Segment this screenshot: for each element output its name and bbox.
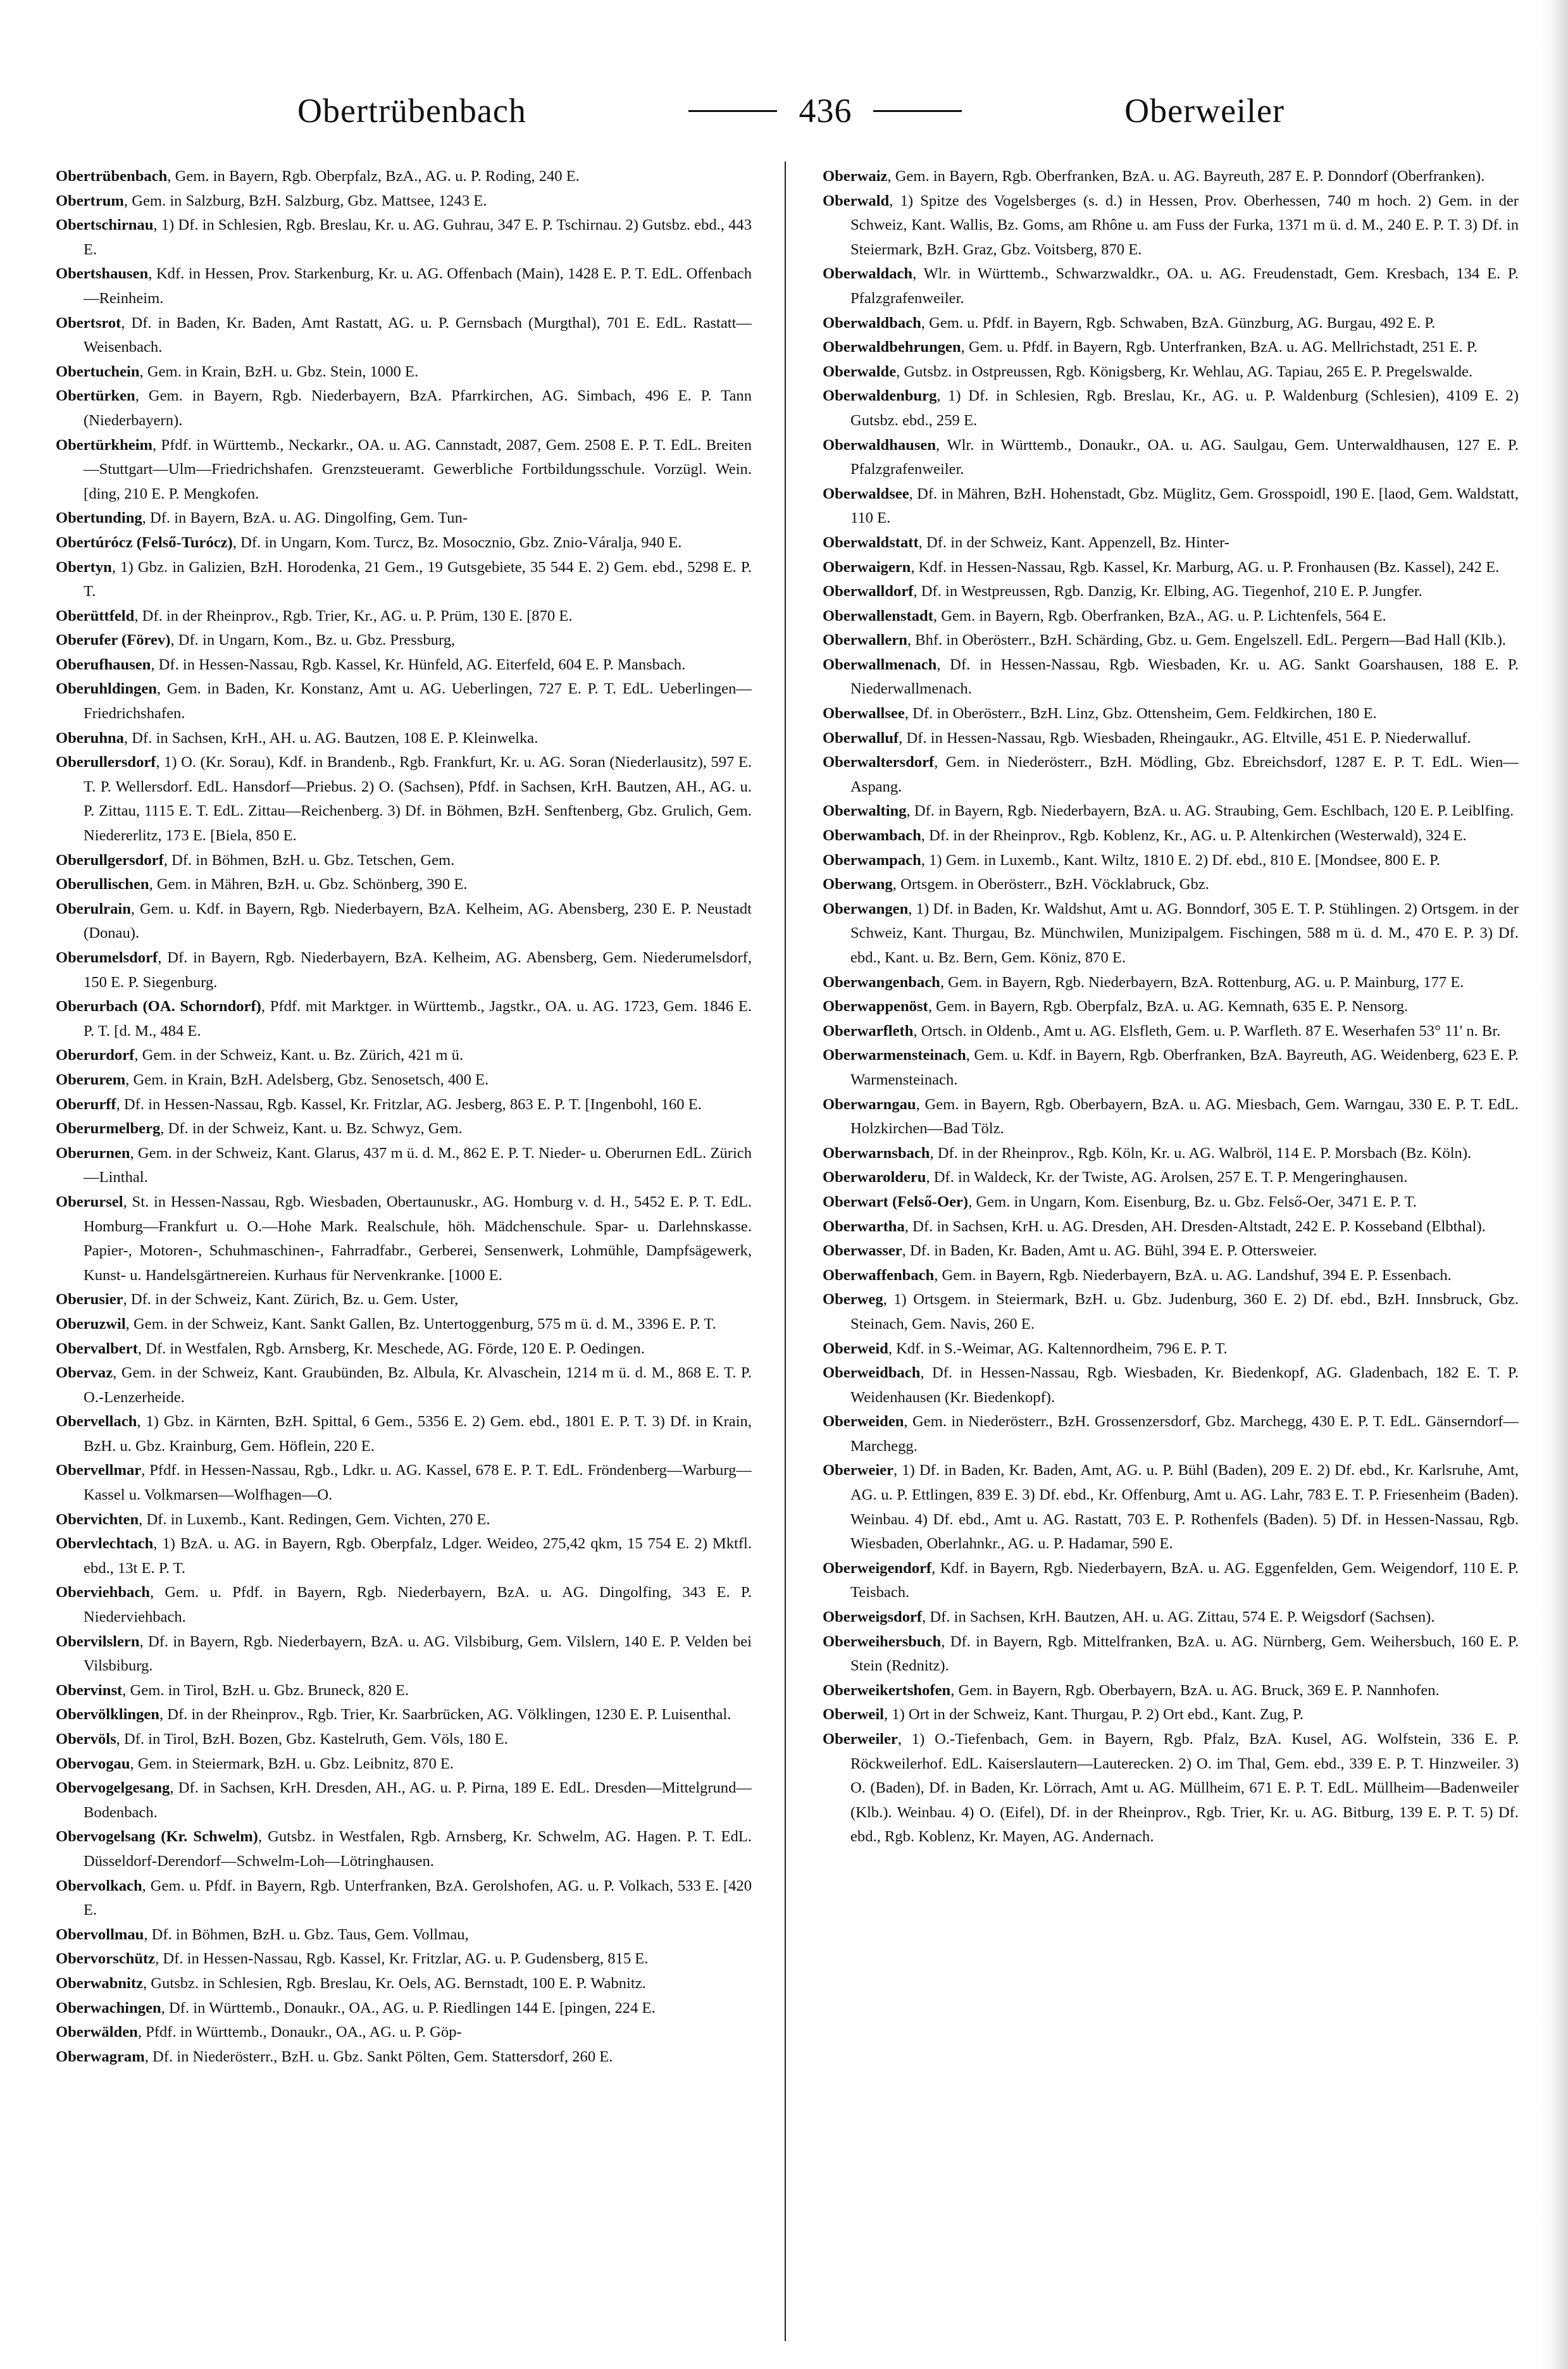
entry-headword: Oberullgersdorf [56, 851, 164, 869]
entry-headword: Oberumelsdorf [56, 949, 158, 966]
gazetteer-entry [56, 189, 752, 214]
entry-headword: Oberurff [56, 1095, 116, 1113]
gazetteer-entry [56, 506, 752, 531]
entry-headword: Obertsrot [56, 314, 121, 332]
entry-text: , Gem. in Steiermark, BzH. u. Gbz. Leibnitz, 870 E. [130, 1755, 454, 1772]
gazetteer-entry [56, 897, 752, 946]
entry-text: , 1) Df. in Baden, Kr. Waldshut, Amt u. AG. Bonndorf, 305 E. T. P. Stühlingen. 2) Ortsgem. in der Schweiz, Kant. Thurgau, Bz. Münchwilen, Munizipalgem. Fischingen, 588 m ü. d. M., 470 E. P. 3) Df. ebd., Kant. u. Bz. Bern, Gem. Köniz, 870 E. [850, 900, 1519, 966]
gazetteer-entry [56, 628, 752, 653]
entry-headword: Oberurem [56, 1071, 126, 1088]
gazetteer-entry [823, 897, 1519, 971]
gazetteer-entry [56, 1630, 752, 1679]
entry-text: , Df. in Bayern, Rgb. Niederbayern, BzA. u. AG. Straubing, Gem. Eschlbach, 120 E. P. Leiblfing. [906, 802, 1514, 820]
entry-headword: Oberweg [823, 1291, 883, 1309]
gazetteer-entry [56, 1752, 752, 1777]
gazetteer-entry [823, 653, 1519, 702]
entry-text: , Gem. u. Kdf. in Bayern, Rgb. Niederbayern, BzA. Kelheim, AG. Abensberg, 230 E. P. Neustadt (Donau). [84, 900, 752, 942]
entry-text: , Gem. u. Pfdf. in Bayern, Rgb. Niederbayern, BzA. u. AG. Dingolfing, 343 E. P. Niederviehbach. [84, 1584, 752, 1626]
entry-text: , Gem. in Niederösterr., BzH. Grossenzersdorf, Gbz. Marchegg, 430 E. P. T. EdL. Gänserndorf—Marchegg. [850, 1413, 1519, 1455]
entry-headword: Oberwälden [56, 2024, 138, 2041]
entry-headword: Obervilslern [56, 1632, 140, 1650]
entry-text: , Df. in Ungarn, Kom., Bz. u. Gbz. Pressburg, [170, 631, 456, 649]
gazetteer-entry [56, 604, 752, 629]
page-number: 436 [799, 92, 852, 130]
entry-headword: Oberurdorf [56, 1047, 135, 1064]
entry-text: , Bhf. in Oberösterr., BzH. Schärding, Gbz. u. Gem. Engelszell. EdL. Pergern—Bad Hall (Klb.). [907, 631, 1507, 649]
gazetteer-entry [823, 1703, 1519, 1727]
entry-headword: Oberursel [56, 1193, 123, 1210]
entry-headword: Oberwarmensteinach [823, 1047, 966, 1064]
gazetteer-entry [56, 1825, 752, 1874]
gazetteer-entry [823, 1141, 1519, 1166]
column-divider [785, 161, 786, 2341]
entry-text: , Gem. in Ungarn, Kom. Eisenburg, Bz. u. Gbz. Felső-Oer, 3471 E. P. T. [968, 1193, 1417, 1210]
gazetteer-entry [56, 360, 752, 385]
entry-text: , Kdf. in Hessen-Nassau, Rgb. Kassel, Kr. Marburg, AG. u. P. Fronhausen (Bz. Kassel), 242 E. [911, 558, 1500, 576]
left-column [56, 165, 752, 2335]
entry-text: , Df. in der Schweiz, Kant. Zürich, Bz. u. Gem. Uster, [123, 1291, 459, 1309]
gazetteer-entry [823, 1215, 1519, 1240]
gazetteer-entry [823, 360, 1519, 385]
page-edge-shadow [1540, 0, 1568, 2369]
entry-text: , Pfdf. in Württemb., Donaukr., OA., AG. u. P. Göp- [137, 2024, 462, 2041]
entry-headword: Obertschirnau [56, 216, 154, 234]
entry-headword: Oberweigsdorf [823, 1608, 923, 1626]
entry-headword: Obertuchein [56, 363, 140, 380]
entry-headword: Oberweiden [823, 1413, 904, 1431]
entry-headword: Oberwallenstadt [823, 607, 933, 625]
entry-headword: Obertshausen [56, 265, 149, 283]
entry-text: , Gem. in der Schweiz, Kant. u. Bz. Zürich, 421 m ü. [134, 1047, 464, 1064]
entry-text: , 1) O.-Tiefenbach, Gem. in Bayern, Rgb. Pfalz, BzA. Kusel, AG. Wolfstein, 336 E. P. Röckweilerhof. EdL. Kaiserslautern—Lauterecken. 2) O. im Thal, Gem. ebd., 339 E. P. T. Hinzweiler. 3) O. (Baden), Df. in Baden, Kr. Lörrach, Amt u. AG. Müllheim, 671 E. P. T. EdL. Müllheim—Badenweiler (Klb.). Weinbau. 4) O. (Eifel), Df. in der Rheinprov., Rgb. Trier, Kr. u. AG. Bitburg, 139 E. P. T. 5) Df. ebd., Rgb. Koblenz, Kr. Mayen, AG. Andernach. [850, 1731, 1519, 1846]
entry-headword: Oberwarnsbach [823, 1144, 930, 1162]
gazetteer-entry [56, 1679, 752, 1703]
entry-text: , Gem. u. Pfdf. in Bayern, Rgb. Unterfranken, BzA. Gerolshofen, AG. u. P. Volkach, 533 E. [420 E. [84, 1877, 752, 1919]
header-rule-left [688, 110, 777, 112]
entry-headword: Oberufer (Förev) [56, 631, 171, 649]
entry-headword: Obervorschütz [56, 1950, 156, 1968]
entry-headword: Oberuhna [56, 729, 124, 747]
gazetteer-entry [823, 384, 1519, 433]
entry-text: , Df. in der Rheinprov., Rgb. Köln, Kr. u. AG. Walbröl, 114 E. P. Morsbach (Bz. Köln). [930, 1144, 1472, 1162]
running-head-left: Obertrübenbach [297, 92, 526, 130]
gazetteer-entry [56, 653, 752, 678]
gazetteer-entry [823, 1288, 1519, 1336]
entry-text: , Df. in der Rheinprov., Rgb. Trier, Kr. Saarbrücken, AG. Völklingen, 1230 E. P. Luisenthal. [159, 1706, 731, 1724]
entry-headword: Obervellach [56, 1413, 137, 1431]
entry-headword: Oberweigendorf [823, 1559, 932, 1577]
gazetteer-entry [823, 1361, 1519, 1410]
gazetteer-entry [823, 1410, 1519, 1458]
gazetteer-entry [56, 433, 752, 507]
entry-headword: Oberullersdorf [56, 754, 156, 771]
entry-headword: Oberwangenbach [823, 973, 940, 991]
entry-text: , Gem. in Niederösterr., BzH. Mödling, Gbz. Ebreichsdorf, 1287 E. P. T. EdL. Wien—Aspang. [850, 754, 1519, 795]
gazetteer-entry [823, 335, 1519, 360]
entry-text: , Gutsbz. in Schlesien, Rgb. Breslau, Kr. Oels, AG. Bernstadt, 100 E. P. Wabnitz. [143, 1974, 646, 1992]
gazetteer-entry [823, 189, 1519, 263]
entry-headword: Oberwaltersdorf [823, 754, 935, 771]
entry-headword: Oberwagram [56, 2048, 145, 2065]
entry-text: , Df. in Waldeck, Kr. der Twiste, AG. Arolsen, 257 E. T. P. Mengeringhausen. [926, 1169, 1408, 1186]
entry-headword: Oberüttfeld [56, 607, 135, 625]
entry-text: , 1) Gbz. in Galizien, BzH. Horodenka, 21 Gem., 19 Gutsgebiete, 35 544 E. 2) Gem. ebd., 5298 E. P. T. [84, 558, 752, 600]
entry-headword: Oberwaldenburg [823, 387, 937, 405]
entry-text: , Gem. in der Schweiz, Kant. Sankt Gallen, Bz. Untertoggenburg, 575 m ü. d. M., 3396 E. P. T. [125, 1315, 716, 1333]
entry-text: , Gem. in Bayern, Rgb. Niederbayern, BzA. u. AG. Landshuf, 394 E. P. Essenbach. [934, 1266, 1452, 1284]
gazetteer-entry [823, 604, 1519, 629]
gazetteer-entry [56, 1581, 752, 1629]
gazetteer-entry [56, 1288, 752, 1312]
entry-text: , 1) Spitze des Vogelsberges (s. d.) in Hessen, Prov. Oberhessen, 740 m hoch. 2) Gem. in der Schweiz, Kant. Wallis, Bz. Goms, am Rhône u. am Fuss der Furka, 1371 m ü. d. M., 240 E. P. T. 3) Df. in Steiermark, BzH. Graz, Gbz. Voitsberg, 870 E. [850, 192, 1519, 258]
entry-headword: Oberuhldingen [56, 680, 157, 698]
gazetteer-entry [56, 531, 752, 556]
gazetteer-entry [56, 873, 752, 897]
entry-headword: Oberwallmenach [823, 656, 937, 673]
entry-text: , Df. in Württemb., Donaukr., OA., AG. u. P. Riedlingen 144 E. [pingen, 224 E. [161, 1999, 656, 2017]
entry-text: , Df. in Baden, Kr. Baden, Amt u. AG. Bühl, 394 E. P. Ottersweier. [902, 1242, 1317, 1260]
gazetteer-entry [56, 750, 752, 848]
gazetteer-entry [823, 1337, 1519, 1362]
gazetteer-entry [56, 1068, 752, 1093]
entry-headword: Oberwalde [823, 363, 897, 380]
entry-headword: Oberusier [56, 1291, 123, 1309]
gazetteer-entry [56, 213, 752, 262]
entry-headword: Obervalbert [56, 1340, 138, 1357]
entry-text: , Ortsgem. in Oberösterr., BzH. Vöcklabruck, Gbz. [892, 876, 1209, 893]
entry-text: , Df. in Baden, Kr. Baden, Amt Rastatt, AG. u. P. Gernsbach (Murgthal), 701 E. EdL. Rastatt—Weisenbach. [84, 314, 752, 356]
gazetteer-entry [56, 1727, 752, 1752]
gazetteer-entry [823, 1605, 1519, 1630]
gazetteer-entry [56, 1093, 752, 1117]
entry-headword: Oberweihersbuch [823, 1632, 942, 1650]
entry-headword: Oberwaldach [823, 265, 913, 283]
gazetteer-entry [56, 995, 752, 1043]
gazetteer-entry [56, 849, 752, 873]
entry-text: , Gem. in Bayern, Rgb. Oberfranken, BzA. u. AG. Bayreuth, 287 E. P. Donndorf (Oberfranken). [887, 168, 1485, 185]
entry-headword: Oberwaldsee [823, 485, 909, 502]
entry-text: , Gem. in Krain, BzH. u. Gbz. Stein, 1000 E. [139, 363, 419, 380]
entry-text: , Gutsbz. in Westfalen, Rgb. Arnsberg, Kr. Schwelm, AG. Hagen. P. T. EdL. Düsseldorf-Derendorf—Schwelm-Loh—Lötringhausen. [84, 1828, 752, 1870]
entry-text: , Gem. in Bayern, Rgb. Niederbayern, BzA. Pfarrkirchen, AG. Simbach, 496 E. P. Tann (Niederbayern). [84, 387, 752, 429]
entry-text: , Gem. in Tirol, BzH. u. Gbz. Bruneck, 820 E. [122, 1681, 409, 1699]
gazetteer-entry [56, 165, 752, 189]
entry-headword: Obertyn [56, 558, 112, 576]
entry-text: , Df. in Sachsen, KrH. Dresden, AH., AG. u. P. Pirna, 189 E. EdL. Dresden—Mittelgrund—Bodenbach. [84, 1779, 752, 1821]
entry-text: , Df. in Hessen-Nassau, Rgb. Kassel, Kr. Fritzlar, AG. u. P. Gudensberg, 815 E. [155, 1950, 649, 1968]
entry-headword: Oberwaldhausen [823, 436, 936, 454]
gazetteer-entry [823, 262, 1519, 311]
gazetteer-entry [823, 702, 1519, 726]
entry-headword: Oberwappenöst [823, 998, 928, 1016]
entry-text: , Gem. in Bayern, Rgb. Oberpfalz, BzA. u. AG. Kemnath, 635 E. P. Nensorg. [928, 998, 1409, 1016]
gazetteer-entry [56, 311, 752, 360]
entry-text: , Wlr. in Württemb., Schwarzwaldkr., OA. u. AG. Freudenstadt, Gem. Kresbach, 134 E. P. Pfalzgrafenweiler. [850, 265, 1519, 307]
entry-text: , Pfdf. in Württemb., Neckarkr., OA. u. AG. Cannstadt, 2087, Gem. 2508 E. P. T. EdL. Breiten—Stuttgart—Ulm—Friedrichshafen. Grenzsteueramt. Gewerbliche Fortbildungsschule. Vorzügl. Wein. [ding, 210 E. P. Mengkofen. [84, 436, 752, 502]
gazetteer-entry [823, 165, 1519, 189]
entry-text: , Df. in Bayern, Rgb. Niederbayern, BzA. Kelheim, AG. Abensberg, Gem. Niederumelsdorf, 150 E. P. Siegenburg. [84, 949, 752, 991]
entry-text: , Gem. in Bayern, Rgb. Oberbayern, BzA. u. AG. Miesbach, Gem. Warngau, 330 E. P. T. EdL. Holzkirchen—Bad Tölz. [850, 1095, 1519, 1138]
entry-text: , Df. in Tirol, BzH. Bozen, Gbz. Kastelruth, Gem. Völs, 180 E. [116, 1731, 508, 1748]
entry-headword: Oberurnen [56, 1144, 130, 1162]
gazetteer-entry [56, 1923, 752, 1948]
entry-text: , 1) Df. in Baden, Kr. Baden, Amt, AG. u. P. Bühl (Baden), 209 E. 2) Df. ebd., Kr. Karlsruhe, Amt, AG. u. P. Ettlingen, 839 E. 3) Df. ebd., Kr. Offenburg, Amt u. AG. Lahr, 783 E. T. P. Friesenheim (Baden). Weinbau. 4) Df. ebd., Amt u. AG. Rastatt, 703 E. P. Rothenfels (Baden). 5) Df. in Hessen-Nassau, Rgb. Wiesbaden, Oberlahnkr., AG. u. P. Hadamar, 590 E. [850, 1462, 1519, 1553]
entry-text: , 1) BzA. u. AG. in Bayern, Rgb. Oberpfalz, Ldger. Weideo, 275,42 qkm, 15 754 E. 2) Mktfl. ebd., 13t E. P. T. [84, 1535, 752, 1577]
gazetteer-entry [56, 2020, 752, 2045]
gazetteer-entry [56, 1190, 752, 1288]
header-rule-right [873, 110, 962, 112]
entry-text: , Ortsch. in Oldenb., Amt u. AG. Elsfleth, Gem. u. P. Warfleth. 87 E. Weserhafen 53° 11' n. Br. [913, 1022, 1501, 1040]
gazetteer-entry [56, 1410, 752, 1458]
gazetteer-entry [823, 311, 1519, 336]
entry-text: , Df. in Luxemb., Kant. Redingen, Gem. Vichten, 270 E. [139, 1510, 490, 1528]
entry-text: , Kdf. in Hessen, Prov. Starkenburg, Kr. u. AG. Offenbach (Main), 1428 E. P. T. EdL. Offenbach—Reinheim. [84, 265, 752, 307]
gazetteer-entry [823, 433, 1519, 482]
entry-headword: Obervollmau [56, 1925, 144, 1943]
entry-headword: Oberurmelberg [56, 1120, 161, 1138]
entry-text: , Df. in Hessen-Nassau, Rgb. Kassel, Kr. Fritzlar, AG. Jesberg, 863 E. P. T. [Ingenbohl, 160 E. [116, 1095, 702, 1113]
entry-headword: Oberviehbach [56, 1584, 150, 1601]
entry-text: , 1) Gem. in Luxemb., Kant. Wiltz, 1810 E. 2) Df. ebd., 810 E. [Mondsee, 800 E. P. [921, 851, 1441, 869]
entry-headword: Oberwalldorf [823, 583, 914, 600]
gazetteer-entry [56, 556, 752, 604]
entry-headword: Oberwart (Felső-Oer) [823, 1193, 969, 1210]
gazetteer-entry [823, 995, 1519, 1019]
entry-headword: Oberwaffenbach [823, 1266, 935, 1284]
gazetteer-entry [56, 1996, 752, 2021]
entry-headword: Obervogelsang (Kr. Schwelm) [56, 1828, 258, 1846]
entry-text: , Gem. in Baden, Kr. Konstanz, Amt u. AG. Ueberlingen, 727 E. P. T. EdL. Ueberlingen—Friedrichshafen. [84, 680, 752, 723]
gazetteer-entry [56, 1361, 752, 1410]
entry-headword: Oberufhausen [56, 656, 151, 673]
entry-headword: Oberwaigern [823, 558, 911, 576]
entry-text: , Df. in Hessen-Nassau, Rgb. Wiesbaden, Kr. Biedenkopf, AG. Gladenbach, 182 E. T. P. Weidenhausen (Kr. Biedenkopf). [850, 1364, 1519, 1406]
entry-headword: Oberweier [823, 1462, 893, 1479]
entry-text: , 1) Gbz. in Kärnten, BzH. Spittal, 6 Gem., 5356 E. 2) Gem. ebd., 1801 E. P. T. 3) Df. in Krain, BzH. u. Gbz. Krainburg, Gem. Höflein, 220 E. [84, 1413, 752, 1455]
gazetteer-entry [56, 1532, 752, 1581]
entry-headword: Obertúrócz (Felső-Turócz) [56, 533, 233, 551]
gazetteer-entry [56, 1043, 752, 1068]
entry-text: , Kdf. in S.-Weimar, AG. Kaltennordheim, 796 E. P. T. [888, 1340, 1228, 1357]
entry-headword: Oberweikertshofen [823, 1681, 951, 1699]
entry-text: , Gem. in Bayern, Rgb. Oberfranken, BzA., AG. u. P. Lichtenfels, 564 E. [933, 607, 1386, 625]
entry-text: , 1) O. (Kr. Sorau), Kdf. in Brandenb., Rgb. Frankfurt, Kr. u. AG. Soran (Niederlausitz), 597 E. T. P. Wellersdorf. EdL. Hansdorf—Priebus. 2) O. (Sachsen), Pfdf. in Sachsen, KrH. Bautzen, AH., AG. u. P. Zittau, 1115 E. T. EdL. Zittau—Reichenberg. 3) Df. in Böhmen, BzH. Senftenberg, Gbz. Grulich, Gem. Niedererlitz, 173 E. [Biela, 850 E. [84, 754, 752, 845]
entry-text: , Df. in Bayern, Rgb. Niederbayern, BzA. u. AG. Vilsbiburg, Gem. Vilslern, 140 E. P. Velden bei Vilsbiburg. [84, 1632, 752, 1675]
entry-text: , Df. in Sachsen, KrH. u. AG. Dresden, AH. Dresden-Altstadt, 242 E. P. Kosseband (Elbthal). [904, 1217, 1486, 1235]
entry-text: , Gem. in Bayern, Rgb. Oberbayern, BzA. u. AG. Bruck, 369 E. P. Nannhofen. [950, 1681, 1440, 1699]
entry-headword: Oberwangen [823, 900, 909, 917]
gazetteer-entry [823, 1557, 1519, 1605]
gazetteer-entry [56, 1458, 752, 1507]
entry-headword: Obertunding [56, 509, 142, 527]
entry-headword: Oberwarolderu [823, 1169, 926, 1186]
entry-headword: Oberwarngau [823, 1095, 916, 1113]
gazetteer-entry [823, 1093, 1519, 1141]
gazetteer-entry [56, 1508, 752, 1533]
entry-text: , Df. in Mähren, BzH. Hohenstadt, Gbz. Müglitz, Gem. Grosspoidl, 190 E. [laod, Gem. Waldstatt, 110 E. [850, 485, 1519, 527]
entry-text: , 1) Ortsgem. in Steiermark, BzH. u. Gbz. Judenburg, 360 E. 2) Df. ebd., BzH. Innsbruck, Gbz. Steinach, Gem. Navis, 260 E. [850, 1291, 1519, 1333]
entry-headword: Oberwabnitz [56, 1974, 143, 1992]
entry-headword: Obervlechtach [56, 1535, 154, 1553]
entry-headword: Oberwambach [823, 827, 921, 845]
entry-headword: Oberurbach (OA. Schorndorf) [56, 998, 261, 1016]
gazetteer-entry [56, 1312, 752, 1337]
entry-text: , Df. in Hessen-Nassau, Rgb. Wiesbaden, Kr. u. AG. Sankt Goarshausen, 188 E. P. Niederwallmenach. [850, 656, 1519, 698]
gazetteer-entry [823, 799, 1519, 824]
entry-text: , Df. in Niederösterr., BzH. u. Gbz. Sankt Pölten, Gem. Stattersdorf, 260 E. [144, 2048, 613, 2065]
entry-text: , Gem. in Bayern, Rgb. Niederbayern, BzA. Rottenburg, AG. u. P. Mainburg, 177 E. [940, 973, 1464, 991]
entry-text: , Df. in Böhmen, BzH. u. Gbz. Taus, Gem. Vollmau, [144, 1925, 469, 1943]
gazetteer-entry [823, 1043, 1519, 1092]
gazetteer-entry [56, 1874, 752, 1923]
entry-headword: Obervellmar [56, 1462, 142, 1479]
entry-headword: Oberwampach [823, 851, 921, 869]
gazetteer-entry [56, 1947, 752, 1972]
entry-headword: Oberweid [823, 1340, 888, 1357]
entry-text: , Df. in Sachsen, KrH., AH. u. AG. Bautzen, 108 E. P. Kleinwelka. [123, 729, 538, 747]
entry-headword: Obertürken [56, 387, 135, 405]
right-column [823, 165, 1519, 2335]
entry-text: , Df. in Westpreussen, Rgb. Danzig, Kr. Elbing, AG. Tiegenhof, 210 E. P. Jungfer. [913, 583, 1422, 600]
entry-headword: Oberullischen [56, 876, 149, 893]
gazetteer-entry [823, 556, 1519, 580]
entry-headword: Obervölklingen [56, 1706, 159, 1724]
entry-text: , 1) Df. in Schlesien, Rgb. Breslau, Kr., AG. u. P. Waldenburg (Schlesien), 4109 E. 2) Gutsbz. ebd., 259 E. [850, 387, 1519, 429]
gazetteer-entry [56, 946, 752, 995]
gazetteer-entry [56, 1703, 752, 1727]
gazetteer-entry [823, 628, 1519, 653]
entry-headword: Obervichten [56, 1510, 139, 1528]
gazetteer-entry [823, 1458, 1519, 1556]
gazetteer-entry [823, 1630, 1519, 1679]
entry-headword: Oberuzwil [56, 1315, 126, 1333]
gazetteer-entry [56, 2045, 752, 2070]
gazetteer-entry [823, 1264, 1519, 1288]
gazetteer-entry [823, 580, 1519, 604]
entry-text: , 1) Ort in der Schweiz, Kant. Thurgau, P. 2) Ort ebd., Kant. Zug, P. [883, 1706, 1304, 1724]
entry-headword: Oberwarfleth [823, 1022, 914, 1040]
entry-text: , St. in Hessen-Nassau, Rgb. Wiesbaden, Obertaunuskr., AG. Homburg v. d. H., 5452 E. P. T. EdL. Homburg—Frankfurt u. O.—Hohe Mark. Realschule, höh. Mädchenschule. Spar- u. Darlehnskasse. Papier-, Motoren-, Schuhmaschinen-, Fahrradfabr., Gerberei, Sensenwerk, Lohmühle, Dampfsägewerk, Kunst- u. Handelsgärtnereien. Kurhaus für Nervenkranke. [1000 E. [84, 1193, 752, 1284]
gazetteer-entry [823, 726, 1519, 751]
entry-headword: Oberwalting [823, 802, 907, 820]
gazetteer-entry [56, 262, 752, 311]
gazetteer-entry [56, 1776, 752, 1825]
entry-text: , Gutsbz. in Ostpreussen, Rgb. Königsberg, Kr. Wehlau, AG. Tapiau, 265 E. P. Pregelswalde. [896, 363, 1473, 380]
entry-headword: Oberwallsee [823, 705, 905, 723]
entry-text: , Gem. in der Schweiz, Kant. Graubünden, Bz. Albula, Kr. Alvaschein, 1214 m ü. d. M., 868 E. T. P. O.-Lenzerheide. [84, 1364, 752, 1406]
gazetteer-entry [823, 849, 1519, 873]
gazetteer-entry [823, 482, 1519, 531]
entry-headword: Oberweidbach [823, 1364, 921, 1382]
entry-text: , Gem. u. Kdf. in Bayern, Rgb. Oberfranken, BzA. Bayreuth, AG. Weidenberg, 623 E. P. Warmensteinach. [850, 1047, 1519, 1088]
entry-headword: Oberwasser [823, 1242, 902, 1260]
entry-headword: Oberwaiz [823, 168, 888, 185]
entry-headword: Obervogau [56, 1755, 130, 1772]
entry-text: , Df. in Bayern, Rgb. Mittelfranken, BzA. u. AG. Nürnberg, Gem. Weihersbuch, 160 E. P. Stein (Rednitz). [850, 1632, 1519, 1675]
gazetteer-entry [823, 1679, 1519, 1703]
gazetteer-entry [823, 1166, 1519, 1190]
running-head-right: Oberweiler [1124, 92, 1285, 130]
gazetteer-entry [56, 1337, 752, 1362]
entry-headword: Oberweiler [823, 1731, 898, 1748]
entry-text: , Df. in der Rheinprov., Rgb. Koblenz, Kr., AG. u. P. Altenkirchen (Westerwald), 324 E. [921, 827, 1467, 845]
entry-headword: Oberweil [823, 1706, 884, 1724]
entry-headword: Obertrübenbach [56, 168, 168, 185]
gazetteer-entry [56, 1141, 752, 1190]
entry-text: , Gem. in Krain, BzH. Adelsberg, Gbz. Senosetsch, 400 E. [125, 1071, 489, 1088]
entry-text: , Df. in Ungarn, Kom. Turcz, Bz. Mosocznio, Gbz. Znio-Váralja, 940 E. [232, 533, 682, 551]
entry-text: , Gem. u. Pfdf. in Bayern, Rgb. Schwaben, BzA. Günzburg, AG. Burgau, 492 E. P. [921, 314, 1436, 332]
entry-text: , Df. in Westfalen, Rgb. Arnsberg, Kr. Meschede, AG. Förde, 120 E. P. Oedingen. [137, 1340, 645, 1357]
gazetteer-entry [823, 1239, 1519, 1264]
entry-text: , Df. in der Schweiz, Kant. Appenzell, Bz. Hinter- [918, 533, 1229, 551]
entry-text: , Df. in Hessen-Nassau, Rgb. Wiesbaden, Rheingaukr., AG. Eltville, 451 E. P. Niederwalluf. [899, 729, 1471, 747]
entry-headword: Obervöls [56, 1731, 116, 1748]
entry-headword: Obervogelgesang [56, 1779, 170, 1797]
page-header [297, 82, 1285, 139]
gazetteer-entry [56, 384, 752, 433]
entry-headword: Obervolkach [56, 1877, 142, 1894]
entry-text: , Gem. in Mähren, BzH. u. Gbz. Schönberg, 390 E. [149, 876, 468, 893]
gazetteer-entry [823, 873, 1519, 897]
entry-text: , Gem. u. Pfdf. in Bayern, Rgb. Unterfranken, BzA. u. AG. Mellrichstadt, 251 E. P. [961, 339, 1478, 356]
entry-headword: Oberwaldbehrungen [823, 339, 961, 356]
entry-headword: Obervinst [56, 1681, 123, 1699]
entry-text: , Gem. in der Schweiz, Kant. Glarus, 437 m ü. d. M., 862 E. P. T. Nieder- u. Oberurnen EdL. Zürich—Linthal. [84, 1144, 752, 1186]
entry-headword: Obervaz [56, 1364, 113, 1382]
entry-text: , Pfdf. mit Marktger. in Württemb., Jagstkr., OA. u. AG. 1723, Gem. 1846 E. P. T. [d. M., 484 E. [84, 998, 752, 1040]
entry-text: , Kdf. in Bayern, Rgb. Niederbayern, BzA. u. AG. Eggenfelden, Gem. Weigendorf, 110 E. P. Teisbach. [850, 1559, 1519, 1601]
entry-headword: Oberwaldstatt [823, 533, 919, 551]
gazetteer-entry [823, 1190, 1519, 1215]
gazetteer-entry [56, 1972, 752, 1996]
gazetteer-entry [823, 1019, 1519, 1044]
entry-headword: Oberulrain [56, 900, 131, 917]
entry-text: , Df. in Oberösterr., BzH. Linz, Gbz. Ottensheim, Gem. Feldkirchen, 180 E. [904, 705, 1377, 723]
entry-headword: Oberwaldbach [823, 314, 921, 332]
gazetteer-entry [823, 531, 1519, 556]
entry-text: , Df. in Sachsen, KrH. Bautzen, AH. u. AG. Zittau, 574 E. P. Weigsdorf (Sachsen). [922, 1608, 1435, 1626]
entry-headword: Oberwald [823, 192, 890, 209]
gazetteer-entry [823, 824, 1519, 849]
page-number-block [688, 91, 962, 130]
entry-text: , Wlr. in Württemb., Donaukr., OA. u. AG. Saulgau, Gem. Unterwaldhausen, 127 E. P. Pfalzgrafenweiler. [850, 436, 1519, 478]
entry-headword: Oberwalluf [823, 729, 899, 747]
entry-text: , Gem. in Salzburg, BzH. Salzburg, Gbz. Mattsee, 1243 E. [123, 192, 487, 209]
entry-text: , Gem. in Bayern, Rgb. Oberpfalz, BzA., AG. u. P. Roding, 240 E. [167, 168, 580, 185]
gazetteer-entry [823, 971, 1519, 995]
gazetteer-entry [56, 726, 752, 751]
entry-text: , 1) Df. in Schlesien, Rgb. Breslau, Kr. u. AG. Guhrau, 347 E. P. Tschirnau. 2) Gutsbz. ebd., 443 E. [84, 216, 752, 258]
entry-text: , Df. in Böhmen, BzH. u. Gbz. Tetschen, Gem. [163, 851, 455, 869]
entry-text: , Df. in Bayern, BzA. u. AG. Dingolfing, Gem. Tun- [142, 509, 468, 527]
entry-text: , Df. in der Rheinprov., Rgb. Trier, Kr., AG. u. P. Prüm, 130 E. [870 E. [134, 607, 573, 625]
entry-headword: Obertrum [56, 192, 124, 209]
entry-text: , Df. in der Schweiz, Kant. u. Bz. Schwyz, Gem. [160, 1120, 463, 1138]
gazetteer-entry [823, 750, 1519, 799]
gazetteer-entry [56, 677, 752, 726]
entry-headword: Oberwallern [823, 631, 907, 649]
gazetteer-entry [56, 1117, 752, 1141]
entry-text: , Df. in Hessen-Nassau, Rgb. Kassel, Kr. Hünfeld, AG. Eiterfeld, 604 E. P. Mansbach. [151, 656, 686, 673]
entry-text: , Pfdf. in Hessen-Nassau, Rgb., Ldkr. u. AG. Kassel, 678 E. P. T. EdL. Fröndenberg—Warburg—Kassel u. Volkmarsen—Wolfhagen—O. [84, 1462, 752, 1504]
entry-headword: Obertürkheim [56, 436, 153, 454]
entry-headword: Oberwartha [823, 1217, 905, 1235]
gazetteer-entry [823, 1727, 1519, 1850]
entry-headword: Oberwachingen [56, 1999, 161, 2017]
entry-headword: Oberwang [823, 876, 893, 893]
